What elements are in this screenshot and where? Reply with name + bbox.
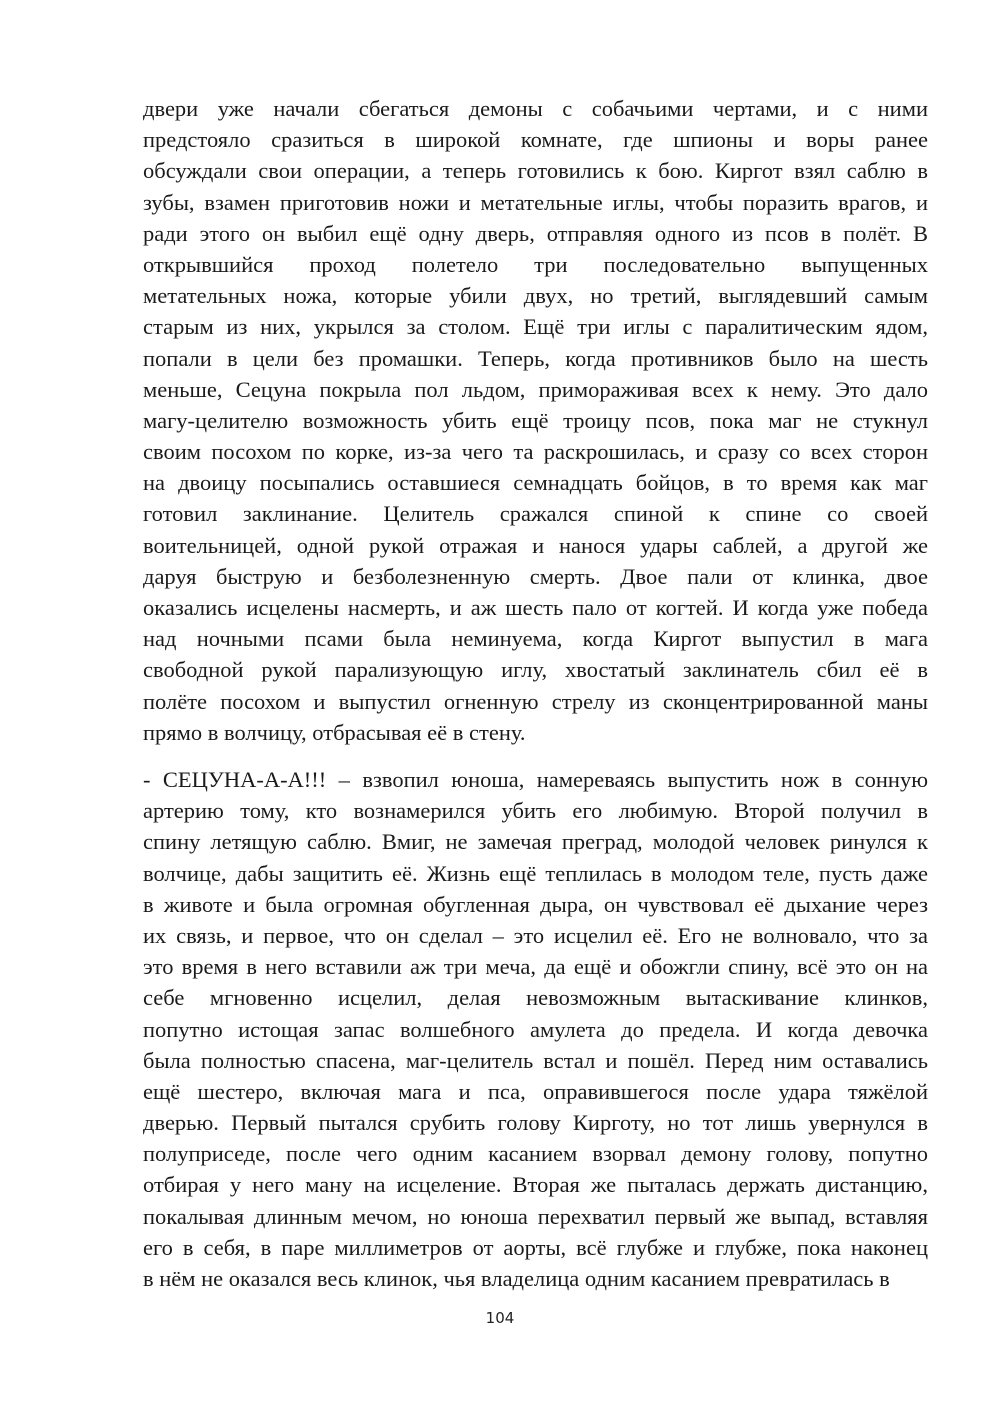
- text-line: двери уже начали сбегаться демоны с собачьими чертами, и с ними: [143, 96, 928, 121]
- text-line: себе мгновенно исцелил, делая невозможным вытаскивание клинков,: [143, 985, 928, 1011]
- text-line: магу-целителю возможность убить ещё троицу псов, пока маг не стукнул: [143, 407, 928, 433]
- text-line: ради этого он выбил ещё одну дверь, отправляя одного из псов в полёт. В: [143, 220, 928, 246]
- text-line: покалывая длинным мечом, но юноша перехватил первый же выпад, вставляя: [143, 1203, 928, 1229]
- text-line: предстояло сразиться в широкой комнате, где шпионы и воры ранее: [143, 127, 928, 153]
- text-line: зубы, взамен приготовив ножи и метательные иглы, чтобы поразить врагов, и: [143, 189, 928, 215]
- text-line: попутно истощая запас волшебного амулета до предела. И когда девочка: [143, 1016, 928, 1042]
- text-line: оказались исцелены насмерть, и аж шесть пало от когтей. И когда уже победа: [143, 595, 928, 620]
- text-line: волчице, дабы защитить её. Жизнь ещё теплилась в молодом теле, пусть даже: [143, 860, 928, 886]
- text-line: обсуждали свои операции, а теперь готовились к бою. Киргот взял саблю в: [143, 158, 928, 184]
- text-line: спину летящую саблю. Вмиг, не замечая преград, молодой человек ринулся к: [143, 829, 928, 855]
- text-line: меньше, Сецуна покрыла пол льдом, примораживая всех к нему. Это дало: [143, 376, 928, 402]
- text-line: артерию тому, кто вознамерился убить его любимую. Второй получил в: [143, 798, 928, 824]
- text-line: попали в цели без промашки. Теперь, когда противников было на шесть: [143, 345, 928, 371]
- text-line: полёте посохом и выпустил огненную стрелу из сконцентрированной маны: [143, 688, 928, 714]
- text-line: открывшийся проход полетело три последовательно выпущенных: [143, 251, 928, 277]
- text-line: - СЕЦУНА-А-А!!! – взвопил юноша, намереваясь выпустить нож в сонную: [143, 767, 928, 792]
- text-line: старым из них, укрылся за столом. Ещё три иглы с паралитическим ядом,: [143, 314, 928, 340]
- text-line: в животе и была огромная обугленная дыра, он чувствовал её дыхание через: [143, 891, 928, 917]
- paragraph-1: [143, 93, 928, 748]
- page-number: 104: [485, 1309, 515, 1327]
- text-line: метательных ножа, которые убили двух, но третий, выглядевший самым: [143, 283, 928, 309]
- text-line: готовил заклинание. Целитель сражался спиной к спине со своей: [143, 501, 928, 527]
- text-line: ещё шестеро, включая мага и пса, оправившегося после удара тяжёлой: [143, 1078, 928, 1104]
- text-line: воительницей, одной рукой отражая и нанося удары саблей, а другой же: [143, 532, 928, 558]
- text-line: над ночными псами была неминуема, когда Киргот выпустил в мага: [143, 626, 928, 652]
- text-line: даруя быструю и безболезненную смерть. Двое пали от клинка, двое: [143, 563, 928, 589]
- text-line: свободной рукой парализующую иглу, хвостатый заклинатель сбил её в: [143, 657, 928, 683]
- text-line: своим посохом по корке, из-за чего та раскрошилась, и сразу со всех сторон: [143, 439, 928, 465]
- text-line: на двоицу посыпались оставшиеся семнадцать бойцов, в то время как маг: [143, 470, 928, 496]
- text-line: его в себя, в паре миллиметров от аорты, всё глубже и глубже, пока наконец: [143, 1234, 928, 1260]
- text-line: дверью. Первый пытался срубить голову Кирготу, но тот лишь увернулся в: [143, 1110, 928, 1136]
- paragraph-2: [143, 764, 928, 1294]
- text-line: в нём не оказался весь клинок, чья владелица одним касанием превратилась в: [143, 1266, 890, 1291]
- text-line: была полностью спасена, маг-целитель встал и пошёл. Перед ним оставались: [143, 1047, 928, 1073]
- text-line: прямо в волчицу, отбрасывая её в стену.: [143, 719, 526, 745]
- text-line: полуприседе, после чего одним касанием взорвал демону голову, попутно: [143, 1141, 928, 1167]
- text-line: их связь, и первое, что он сделал – это исцелил её. Его не волновало, что за: [143, 922, 928, 948]
- text-line: это время в него вставили аж три меча, да ещё и обожгли спину, всё это он на: [143, 954, 928, 980]
- text-line: отбирая у него ману на исцеление. Вторая же пыталась держать дистанцию,: [143, 1172, 928, 1198]
